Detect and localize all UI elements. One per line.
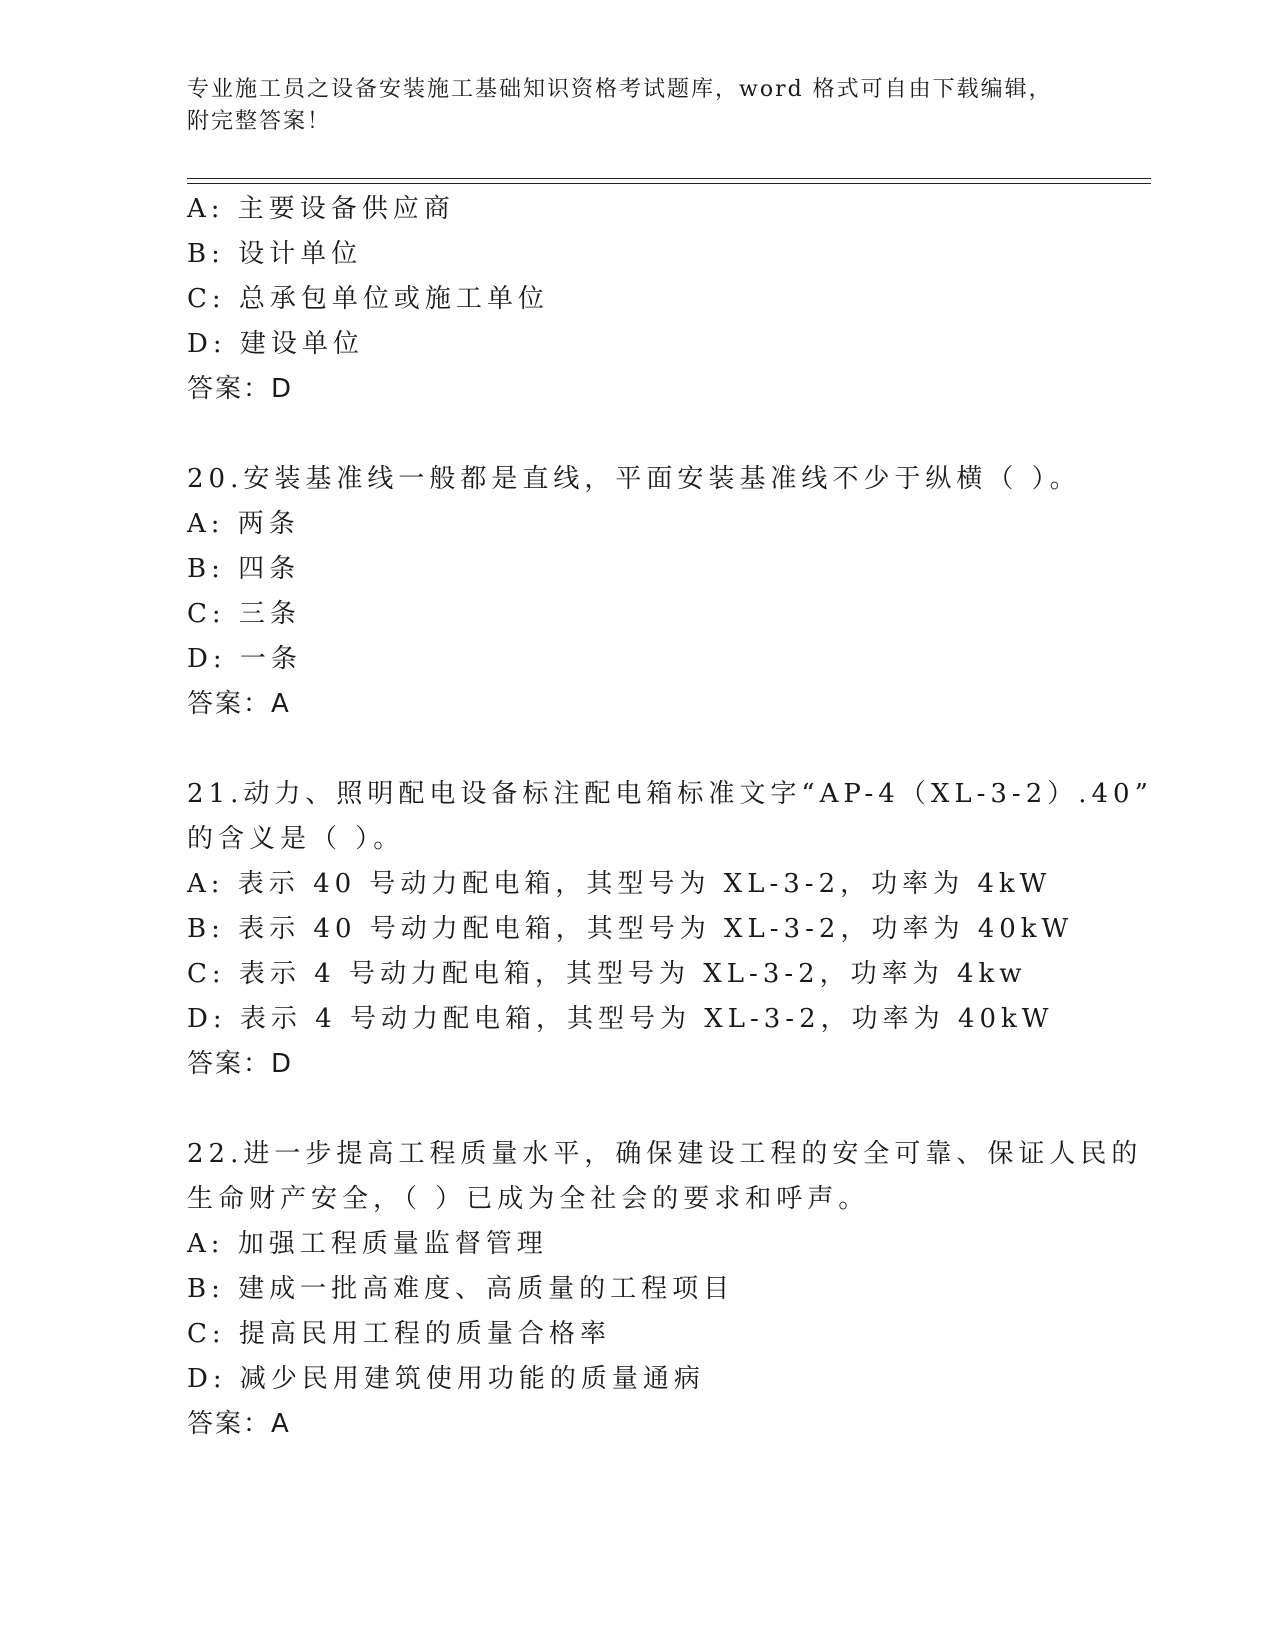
document-header (187, 74, 1087, 138)
q22-option-b: B: 建成一批高难度、高质量的工程项目 (187, 1274, 735, 1304)
q20-answer: 答案：A (187, 689, 291, 719)
q19-answer: 答案：D (187, 374, 294, 404)
q21-option-b: B: 表示 40 号动力配电箱，其型号为 XL-3-2，功率为 40kW (187, 914, 1074, 944)
q20-option-b: B: 四条 (187, 554, 301, 584)
q21-question-line-1: 21.动力、照明配电设备标注配电箱标准文字“AP-4（XL-3-2）.40” (187, 779, 1153, 809)
q20-question: 20.安装基准线一般都是直线，平面安装基准线不少于纵横（ ）。 (187, 464, 1081, 494)
q21-option-c: C: 表示 4 号动力配电箱，其型号为 XL-3-2，功率为 4kw (187, 959, 1027, 989)
q21-answer: 答案：D (187, 1049, 294, 1079)
q22-option-a: A: 加强工程质量监督管理 (187, 1229, 548, 1259)
q21-question-line-2: 的含义是（ ）。 (187, 824, 405, 854)
header-divider-top (187, 178, 1151, 179)
header-line-1: 专业施工员之设备安装施工基础知识资格考试题库，word 格式可自由下载编辑， (187, 77, 1053, 102)
q20-option-d: D: 一条 (187, 644, 302, 674)
q19-option-c: C: 总承包单位或施工单位 (187, 284, 549, 314)
q19-option-b: B: 设计单位 (187, 239, 363, 269)
header-line-2: 附完整答案！ (187, 109, 332, 134)
q22-answer: 答案：A (187, 1409, 291, 1439)
q20-option-a: A: 两条 (187, 509, 300, 539)
q21-option-a: A: 表示 40 号动力配电箱，其型号为 XL-3-2，功率为 4kW (187, 869, 1052, 899)
q21-option-d: D: 表示 4 号动力配电箱，其型号为 XL-3-2，功率为 40kW (187, 1004, 1054, 1034)
q22-question-line-2: 生命财产安全，（ ）已成为全社会的要求和呼声。 (187, 1184, 870, 1214)
q20-option-c: C: 三条 (187, 599, 301, 629)
q22-option-d: D: 减少民用建筑使用功能的质量通病 (187, 1364, 705, 1394)
q22-option-c: C: 提高民用工程的质量合格率 (187, 1319, 611, 1349)
q19-option-d: D: 建设单位 (187, 329, 364, 359)
header-divider-bottom (187, 183, 1151, 184)
q22-question-line-1: 22.进一步提高工程质量水平，确保建设工程的安全可靠、保证人民的 (187, 1139, 1143, 1169)
q19-option-a: A: 主要设备供应商 (187, 194, 455, 224)
